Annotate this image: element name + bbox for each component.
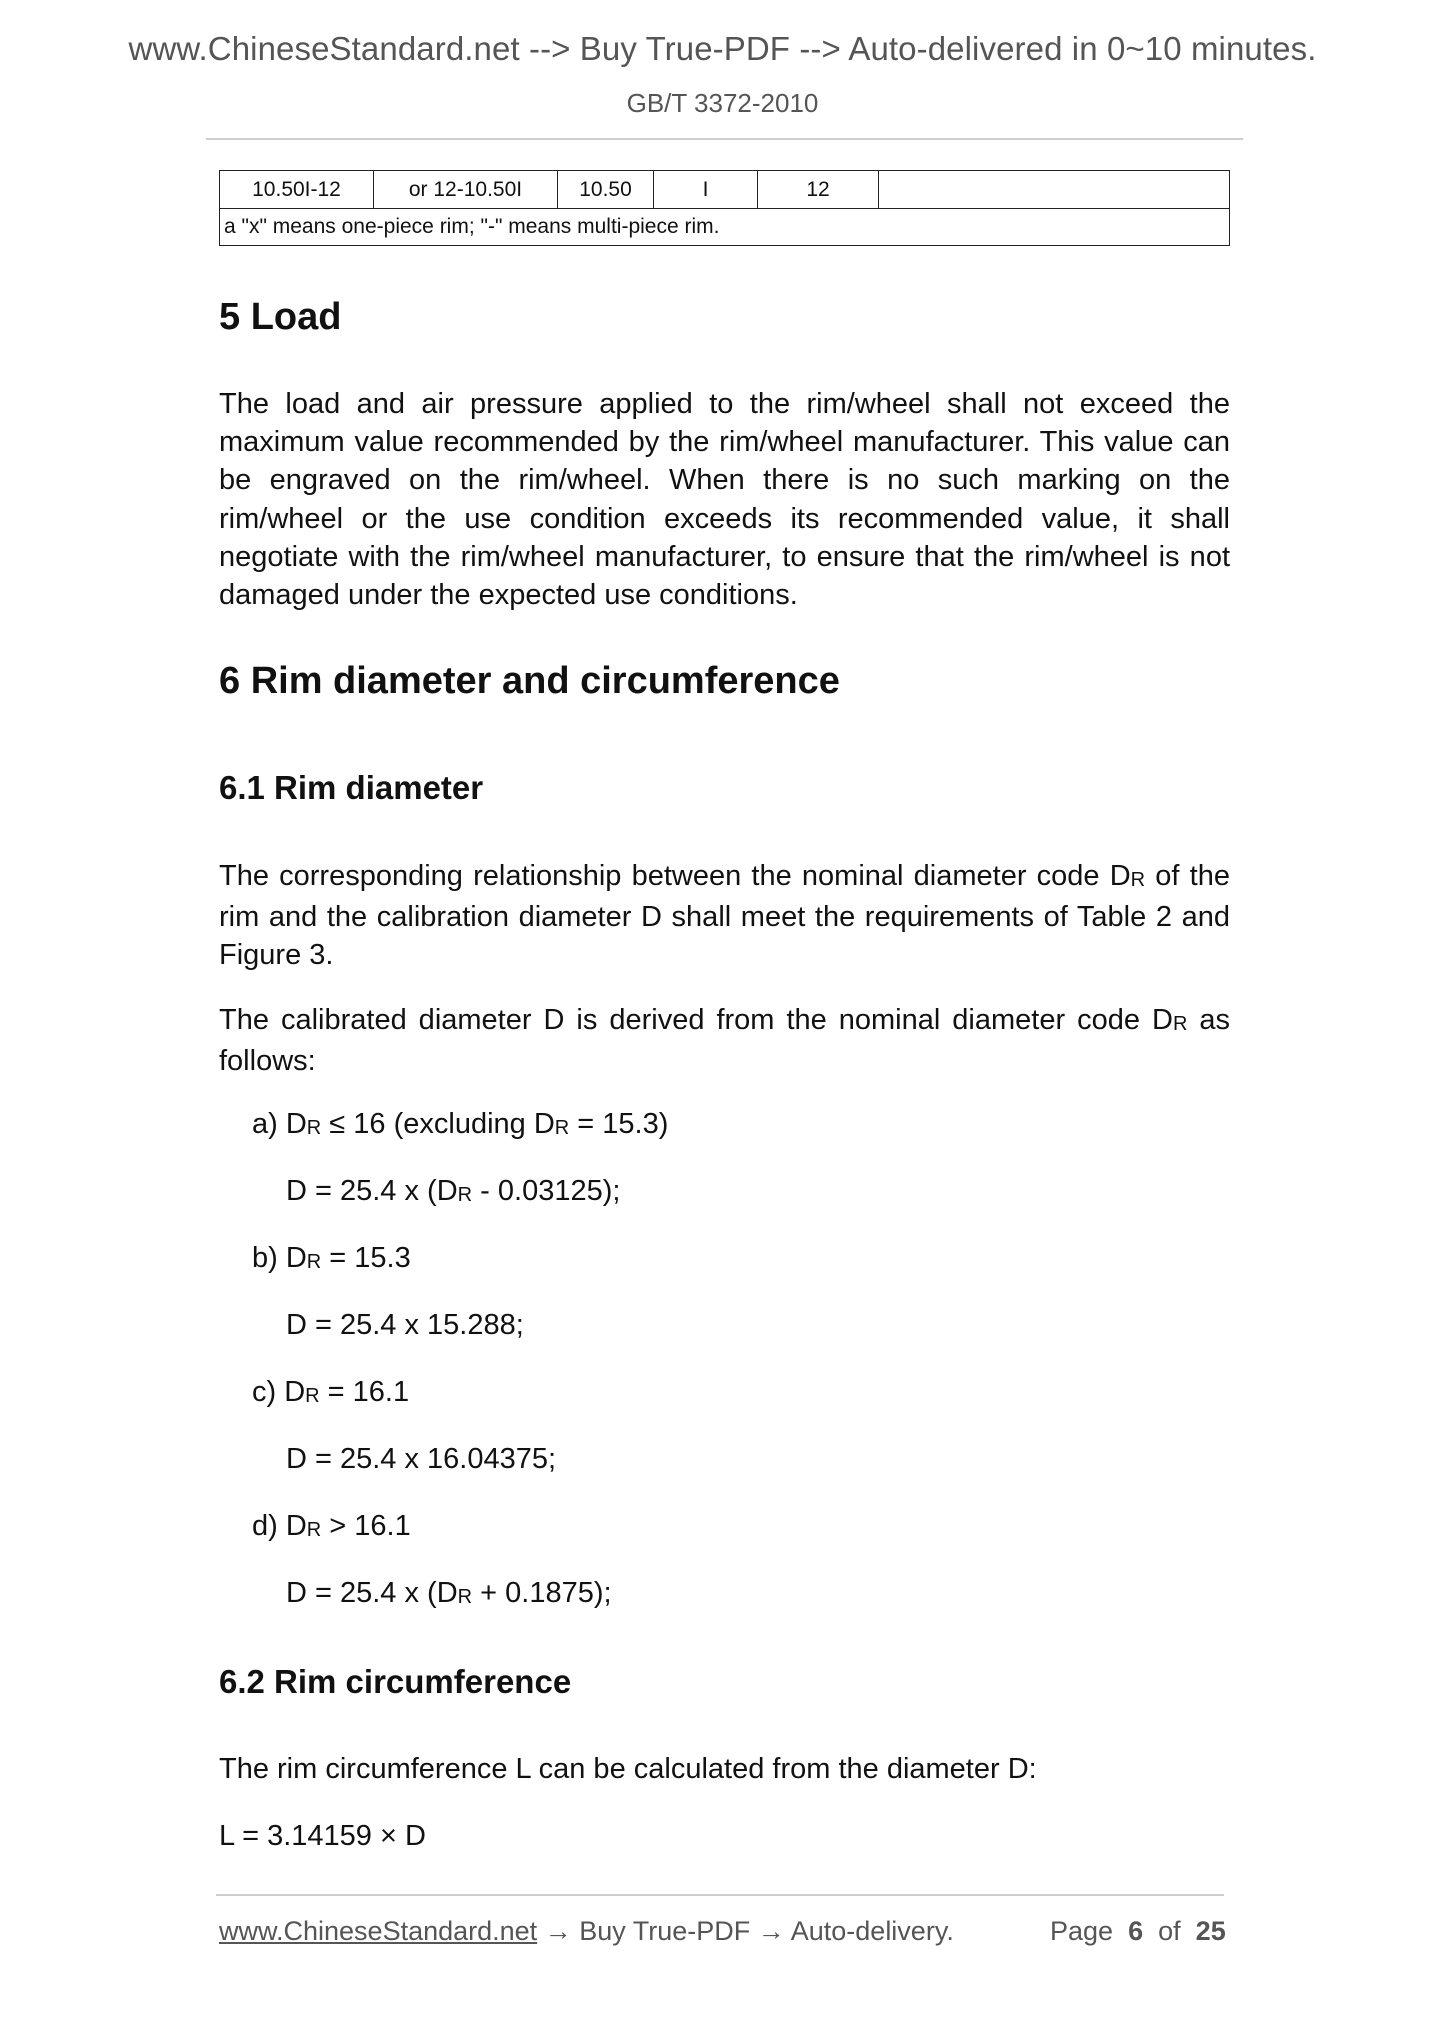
section-5-body: The load and air pressure applied to the rim/wheel shall not exceed the maximum value recommended by the rim/wheel manufacturer. This value can be engraved on the rim/wheel. When there is no such marking on the rim/wheel or the use condition exceeds its recommended value, it shall negotiate with the rim/wheel manufacturer, to ensure that the rim/wheel is not damaged under the expected use conditions. <box>219 388 1230 612</box>
footer-left <box>219 1916 954 1947</box>
table-note-row <box>220 209 1230 246</box>
footer-text: → Buy True-PDF → Auto-delivery. <box>537 1916 954 1946</box>
formula-d: D = 25.4 x (DR + 0.1875); <box>286 1577 612 1609</box>
list-item-c: c) DR = 16.1 <box>252 1376 410 1408</box>
table-cell: 10.50I-12 <box>220 171 374 209</box>
list-item-a: a) DR ≤ 16 (excluding DR = 15.3) <box>252 1108 669 1140</box>
section-5-paragraph <box>219 385 1230 614</box>
circumference-formula: L = 3.14159 × D <box>219 1820 426 1852</box>
page-number: 6 <box>1128 1916 1144 1946</box>
table-cell: I <box>654 171 758 209</box>
header-divider <box>206 138 1243 140</box>
table-footnote: a "x" means one-piece rim; "-" means multi-piece rim. <box>220 209 1230 246</box>
section-6-1-paragraph-1: The corresponding relationship between the nominal diameter code DR of the rim and the calibration diameter D shall meet the requirements of Table 2 and Figure 3. <box>219 860 1230 972</box>
section-6-1-heading: 6.1 Rim diameter <box>219 769 484 806</box>
section-6-2-paragraph: The rim circumference L can be calculated from the diameter D: <box>219 1753 1037 1785</box>
list-item-d: d) DR > 16.1 <box>252 1510 411 1542</box>
table-cell: 10.50 <box>558 171 654 209</box>
list-item-b: b) DR = 15.3 <box>252 1242 411 1274</box>
rim-designation-table <box>219 170 1230 246</box>
footer-divider <box>216 1894 1224 1896</box>
top-banner[interactable]: www.ChineseStandard.net --> Buy True-PDF --> Auto-delivered in 0~10 minutes. <box>128 30 1317 67</box>
formula-b: D = 25.4 x 15.288; <box>286 1309 524 1341</box>
table-cell: or 12-10.50I <box>374 171 558 209</box>
page-total: 25 <box>1195 1916 1226 1946</box>
footer-link[interactable]: www.ChineseStandard.net <box>219 1916 538 1946</box>
formula-a: D = 25.4 x (DR - 0.03125); <box>286 1175 621 1207</box>
table-row <box>220 171 1230 209</box>
page-indicator: Page 6 of 25 <box>1050 1916 1226 1946</box>
document-id: GB/T 3372-2010 <box>626 88 819 118</box>
table-cell: 12 <box>758 171 879 209</box>
section-6-heading: 6 Rim diameter and circumference <box>219 660 840 702</box>
formula-c: D = 25.4 x 16.04375; <box>286 1443 557 1475</box>
table-cell <box>879 171 1230 209</box>
section-6-2-heading: 6.2 Rim circumference <box>219 1663 572 1700</box>
section-5-heading: 5 Load <box>219 296 342 338</box>
section-6-1-paragraph-2: The calibrated diameter D is derived from the nominal diameter code DR as follows: <box>219 1004 1231 1078</box>
